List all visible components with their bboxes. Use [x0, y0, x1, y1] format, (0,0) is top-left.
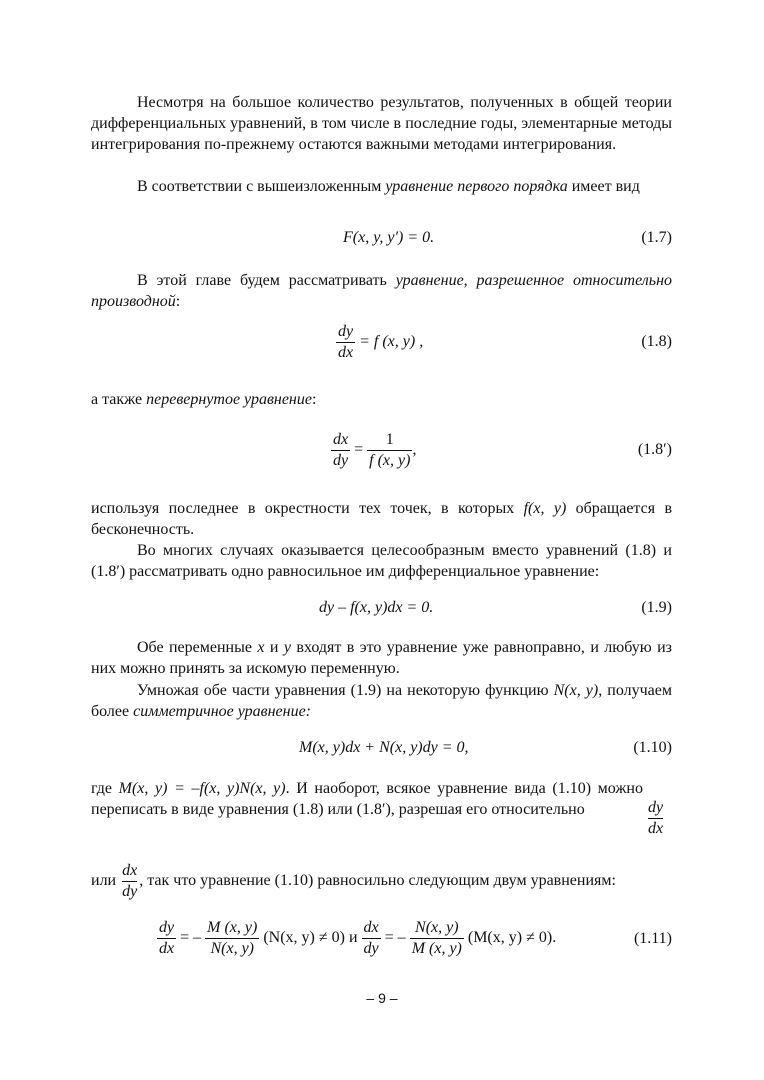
page-number: – 9 – — [366, 990, 398, 1006]
paragraph-first-order: В соответствии с вышеизложенным уравнение первого порядка имеет вид — [137, 178, 640, 195]
equation-number-1-7: (1.7) — [641, 229, 672, 246]
equation-number-1-8: (1.8) — [641, 333, 672, 350]
equation-1-10 — [91, 738, 672, 778]
paragraph-or: или $\frac{dx}{dy}$ , так что уравнение (1.10) равносильно следующим двум уравнениям: — [91, 862, 616, 900]
paragraph-variables: Обе переменные x и y входят в это уравнение уже равноправно, и любую из них можно принять за искомую переменную. — [91, 639, 673, 677]
paragraph-multiply: Умножая обе части уравнения (1.9) на некоторую функцию N(x, y), получаем более симметричное уравнение: — [91, 682, 673, 720]
formula-1-9: dy – f(x, y)dx = 0. — [319, 599, 434, 616]
paragraph-infinity: используя последнее в окрестности тех точек, в которых f(x, y) обращается в бесконечность. — [91, 500, 673, 538]
formula-1-7: F(x, y, y′) = 0. — [343, 229, 435, 246]
equation-number-1-8-prime: (1.8′) — [637, 441, 672, 458]
equation-1-9 — [91, 598, 672, 638]
paragraph-intro: Несмотря на большое количество результатов, полученных в общей теории дифференциальных уравнений, в том числе в последние годы, элементарные методы интегрирования по-прежнему остаются важными методами интегрирования. — [91, 94, 672, 153]
inline-fraction-dy-dx: $\frac{dy}{dx}$ — [648, 799, 664, 837]
paragraph-resolved-equation: В этой главе будем рассматривать уравнение, разрешенное относительно производной: — [91, 272, 673, 310]
paragraph-inverted-equation: а также перевернутое уравнение: — [91, 391, 317, 408]
equation-number-1-10: (1.10) — [633, 739, 672, 756]
equation-1-7 — [91, 228, 672, 268]
paragraph-equivalent: Во многих случаях оказывается целесообразным вместо уравнений (1.8) и (1.8′) рассматривать одно равносильное им дифференциальное уравнение: — [91, 542, 672, 580]
equation-number-1-9: (1.9) — [641, 599, 672, 616]
fraction-dy-dx: $\frac{dy}{dx}$ — [338, 323, 354, 361]
equation-1-8-prime: $\frac{dx}{dy}$ = $\frac{1}{f (x, y)}$ , (1.8′) — [333, 431, 672, 469]
equation-number-1-11: (1.11) — [633, 930, 672, 947]
fraction-one-over-f: $\frac{1}{f (x, y)}$ — [369, 431, 411, 469]
paragraph-conversely: где M(x, y) = –f(x, y)N(x, y). И наоборот, всякое уравнение вида (1.10) можно переписать в виде уравнения (1.8) или (1.8′), разрешая его относительно — [91, 780, 643, 818]
formula-1-10: M(x, y)dx + N(x, y)dy = 0, — [299, 739, 469, 756]
inline-fraction-dx-dy: $\frac{dx}{dy}$ — [122, 862, 138, 900]
equation-1-11: $\frac{dy}{dx}$ = – $\frac{M (x, y)}{N(x, y)}$ (N(x, y) ≠ 0) и $\frac{dx}{dy}$ = – $\frac{N(x, y)}{M (x, y)}$ (M(x, y) ≠ 0). (1.11) — [159, 919, 672, 957]
fraction-dx-dy: $\frac{dx}{dy}$ — [333, 431, 349, 469]
equation-1-8: $\frac{dy}{dx}$ = f (x, y) , (1.8) — [338, 323, 672, 361]
